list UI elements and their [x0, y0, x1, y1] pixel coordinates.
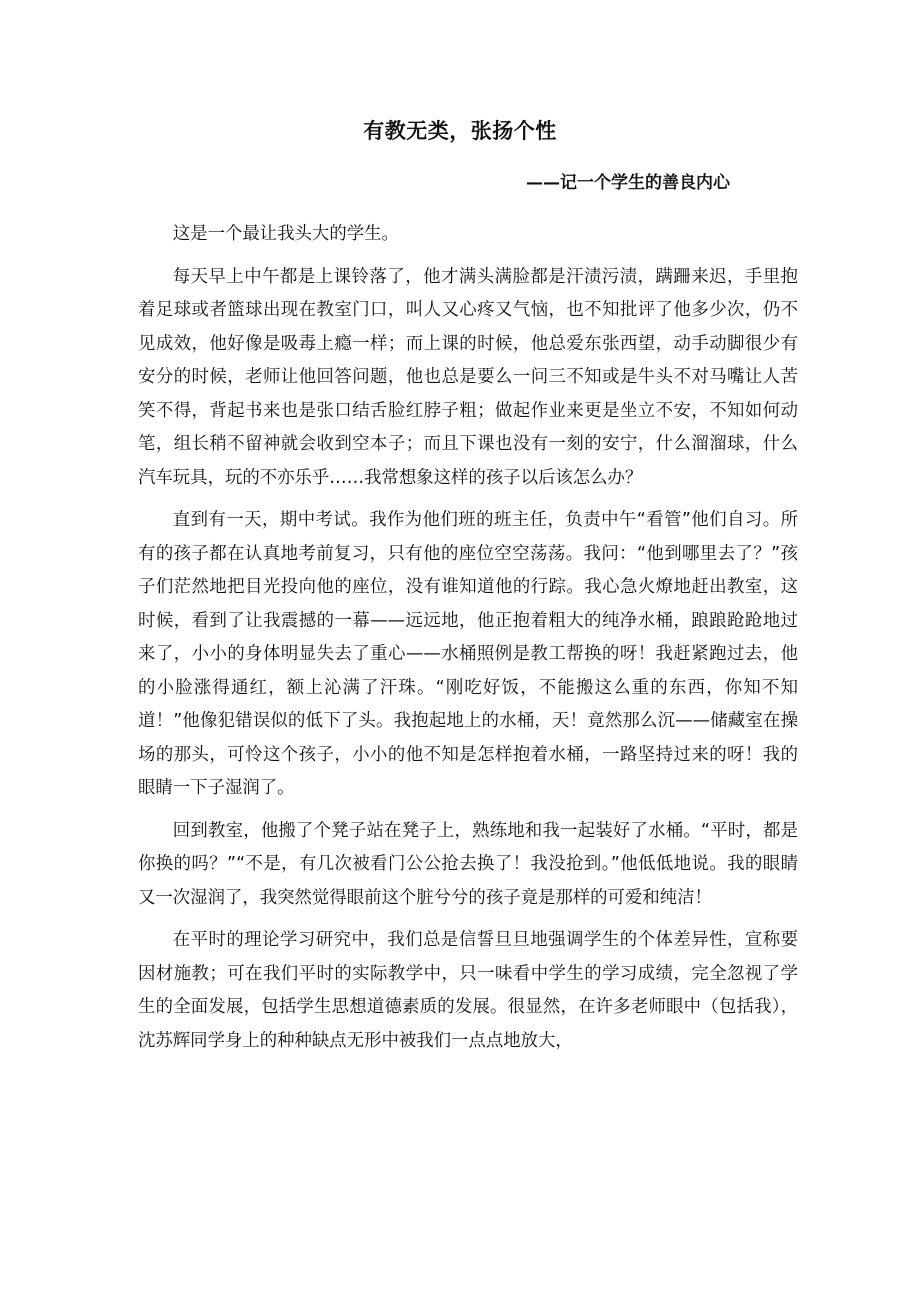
paragraph-intro: 这是一个最让我头大的学生。 [172, 224, 399, 244]
paragraph-reflection: 在平时的理论学习研究中，我们总是信誓旦旦地强调学生的个体差异性，宣称要因材施教；可在我们平时的实际教学中，只一味看中学生的学习成绩，完全忽视了学生的全面发展，包括学生思想道德素质的发展。很显然，在许多老师眼中（包括我），沈苏辉同学身上的种种缺点无形中被我们一点点地放大， [138, 930, 798, 1051]
document-body [138, 218, 798, 1058]
paragraph-exam-day: 直到有一天，期中考试。我作为他们班的班主任，负责中午“看管”他们自习。所有的孩子都在认真地考前复习，只有他的座位空空荡荡。我问：“他到哪里去了？”孩子们茫然地把目光投向他的座位，没有谁知道他的行踪。我心急火燎地赶出教室，这时候，看到了让我震撼的一幕——远远地，他正抱着粗大的纯净水桶，踉踉跄跄地过来了，小小的身体明显失去了重心——水桶照例是教工帮换的呀！我赶紧跑过去，他的小脸涨得通红，额上沁满了汗珠。“刚吃好饭，不能搬这么重的东西，你知不知道！”他像犯错误似的低下了头。我抱起地上的水桶，天！竟然那么沉——储藏室在操场的那头，可怜这个孩子，小小的他不知是怎样抱着水桶，一路坚持过来的呀！我的眼睛一下子湿润了。 [138, 510, 798, 798]
document-subtitle: ——记一个学生的善良内心 [526, 173, 730, 193]
document-title: 有教无类，张扬个性 [363, 119, 557, 143]
paragraph-daily-behavior: 每天早上中午都是上课铃落了，他才满头满脸都是汗渍污渍，蹒跚来迟，手里抱着足球或者篮球出现在教室门口，叫人又心疼又气恼，也不知批评了他多少次，仍不见成效，他好像是吸毒上瘾一样；而上课的时候，他总爱东张西望，动手动脚很少有安分的时候，老师让他回答问题，他也总是要么一问三不知或是牛头不对马嘴让人苦笑不得，背起书来也是张口结舌脸红脖子粗；做起作业来更是坐立不安，不知如何动笔，组长稍不留神就会收到空本子；而且下课也没有一刻的安宁，什么溜溜球，什么汽车玩具，玩的不亦乐乎……我常想象这样的孩子以后该怎么办？ [138, 266, 798, 488]
paragraph-back-to-classroom: 回到教室，他搬了个凳子站在凳子上，熟练地和我一起装好了水桶。“平时，都是你换的吗？”“不是，有几次被看门公公抢去换了！我没抢到。”他低低地说。我的眼睛又一次湿润了，我突然觉得眼前这个脏兮兮的孩子竟是那样的可爱和纯洁！ [138, 820, 798, 908]
